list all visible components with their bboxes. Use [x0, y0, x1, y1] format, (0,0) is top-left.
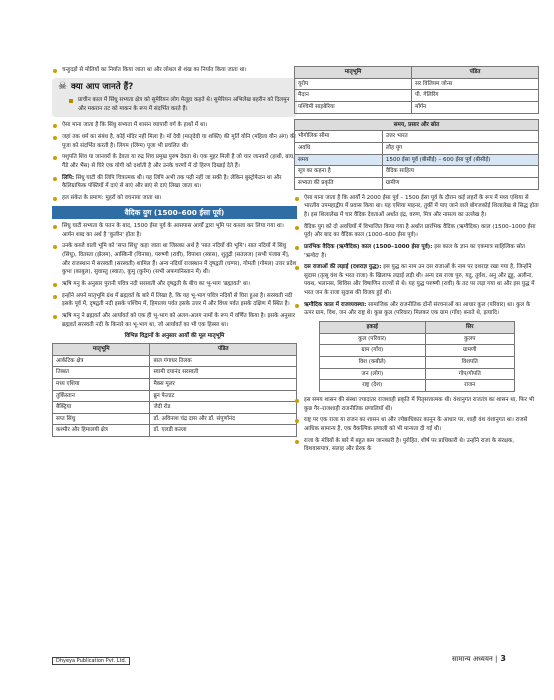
table-row — [295, 101, 539, 113]
table-cell: कुल (परिवार) — [319, 333, 426, 345]
bullet-text: ऋषि मनु ने ब्रह्मवर्त और आर्यावर्त को एक ही भू-भाग को अलग-अलग नामों के रूप में वर्णित किया है। इसके अनुसार ब्रह्मवर्त सरस्वती नदी के किनारे का भू-भाग था, जो आर्यावर्त का भी एक हिस्सा था। — [52, 312, 297, 329]
did-you-know-text: प्राचीन काल में सिंधु सभ्यता क्षेत्र को सुमेरियन लोग मेलूहा कहते थे। सुमेरियन अभिलेख बहरीन को दिलमुन और मकरान तट को माकन के रूप में संदर्भित करते हैं। — [68, 96, 291, 113]
bullet-text: सिंधु घाटी सभ्यता के पतन के बाद, 1500 ईसा पूर्व के आसपास आर्यों द्वारा भूमि पर कब्जा कर लिया गया था। आर्यन शब्द का अर्थ है 'कुलीन' होता है। — [52, 222, 297, 239]
table-row — [295, 166, 539, 178]
table-cell: जेदी रोड — [150, 402, 297, 414]
did-you-know-box — [52, 78, 297, 118]
bullet-text: इन्होंने अपने मातृभूमि ग्रंथ में ब्रह्मवर्त के बारे में लिखा है, कि यह भू-भाग पवित्र नदियों से घिरा हुआ है। सरस्वती नदी इसके पूर्व में, दृषद्वती नदी इसके पश्चिम में, हिमालय पर्वत इसके उत्तर में और विंध्य पर्वत इसके दक्षिण में स्थित है। — [52, 292, 297, 309]
table-cell: विश (कबीले) — [319, 357, 426, 369]
table-row — [295, 142, 539, 154]
bullet-text: वैदिक युग को दो अवधियों में विभाजित किया गया है अर्थात प्रारंभिक वैदिक (ऋग्वैदिक) काल (1500–1000 ईसा पूर्व) और बाद का वैदिक काल (1000–600 ईसा पूर्व)। — [294, 223, 539, 240]
table-cell: विशपति — [426, 357, 515, 369]
table-cell: पी. गेलिरिंग — [412, 90, 539, 102]
bullet-text: चन्हुदड़ो से मोतियों का निर्यात किया जाता था और लोथल से शंख का निर्यात किया जाता था। — [52, 66, 297, 75]
page-footer: सामान्य अध्ययन | 3 — [451, 654, 506, 663]
table-cell: सप्त सिंधु — [53, 413, 150, 425]
table-cell: मैक्स मूलर — [150, 378, 297, 390]
table-cell: ग्राम (गाँव) — [319, 345, 426, 357]
table-cell: मध्य एशिया — [53, 378, 150, 390]
table-row — [319, 380, 514, 392]
table-cell: वैदिक साहित्य — [382, 166, 538, 178]
bullet-text — [294, 243, 539, 260]
table-header: इकाई — [319, 322, 426, 334]
table-cell: ब्रुन फेल्डट — [150, 390, 297, 402]
table-cell: बैक्ट्रिया — [53, 402, 150, 414]
table-row — [53, 367, 297, 379]
bullet-label: दस राजाओं की लड़ाई (दशराज्ञ युद्ध): — [304, 264, 382, 271]
bullet-body: सिंधु घाटी की लिपि चित्रात्मक थी। यह लिपि अभी तक पढ़ी नहीं जा सकी है। लेकिन बुस्ट्रोफेडन था और कैलिग्राफिक पंक्तियों में दाएं से बाएं और बाएं से दाएं लिखा जाता था। — [62, 174, 282, 190]
table-cell: मॉर्गन — [412, 101, 539, 113]
table-title: समय, प्रसार और स्रोत — [295, 119, 539, 131]
table-row — [319, 357, 514, 369]
table-row — [319, 345, 514, 357]
table-row — [53, 378, 297, 390]
table-cell: बाल गंगाधर तिलक — [150, 355, 297, 367]
table-cell: अवधि — [295, 142, 383, 154]
publisher-logo: Dhyeya Publication Pvt. Ltd. — [52, 657, 130, 665]
table-row — [53, 355, 297, 367]
table-row — [295, 131, 539, 143]
right-column — [294, 66, 539, 457]
skull-icon: ☠ — [58, 81, 67, 93]
table-cell: स्वामी दयानंद सरस्वती — [150, 367, 297, 379]
bullet-text: ऐसा माना जाता है कि आर्यों ने 2000 ईसा पूर्व – 1500 ईसा पूर्व के दौरान कई लहरों के रूप में मध्य एशिया से भारतीय उपमहाद्वीप में प्रवास किया था। यह एशिया माइनर, तुर्की में पाए जाने वाले बोगजकोई शिलालेख से सिद्ध होता है। इस शिलालेख में चार वैदिक देवताओं अर्थात इंद्र, वरुण, मित्र और नासत्य का उल्लेख है। — [294, 194, 539, 220]
table-header: सिर — [426, 322, 515, 334]
table-row — [53, 402, 297, 414]
table-cell: डॉ. एलडी कल्ला — [150, 425, 297, 437]
table-cell: राष्ट्र (देश) — [319, 380, 426, 392]
bullet-text: उनके कब्जे वाली भूमि को 'सप्त सिंधु' कहा जाता था जिसका अर्थ है 'सात नदियों की भूमि'। सात नदियों में सिंधु (सिंधु), वितस्ता (झेलम), आस्किनी (चिनाब), परुष्णी (रावी), विपाशा (ब्यास), शुतुद्री (सतलज) [सभी पंजाब में], और राजस्थान में सरस्वती (सरस्वती) शामिल हैं। अन्य नदियाँ राजस्थान में दृषद्वती (घग्गर), गोमती (गोमल) उत्तर प्रदेश कुभा (काबुल), सुवास्तु (स्वात), कुमु (कुर्रम) (सभी अफगानिस्तान में) थी। — [52, 242, 297, 277]
table-cell: जन (लोग) — [319, 368, 426, 380]
table-cell: सर विलियम जोन्स — [412, 78, 539, 90]
section-heading-vedic-age: वैदिक युग (1500–600 ईसा पूर्व) — [52, 206, 297, 219]
bullet-label: प्रारंभिक वैदिक (ऋग्वैदिक) काल (1500–1000 ईसा पूर्व): — [304, 243, 433, 250]
did-you-know-header — [58, 81, 291, 94]
bullet-text: राष्ट्र पर एक राजा या राजन का शासन था और ज्येष्ठाधिकार कानून के आधार पर, शाही वंश वंशानुगत था। राजसे आधिक सामान्य है, एक वैकल्पिक प्रणाली को भी मान्यता दी गई थी। — [294, 416, 539, 433]
page-number: 3 — [500, 654, 506, 663]
table-cell: सूत्र का कहना है — [295, 166, 383, 178]
table-row — [53, 413, 297, 425]
table-cell: तिब्बत — [53, 367, 150, 379]
bullet-text: पशुपति शिव या जानवरों के देवता या रुद्र शिव प्रमुख पुरुष देवता थे। एक मुहर मिली है जो चार जानवरों (हाथी, बाघ, गैंडे और भैंस) से घिरे एक योगी को दर्शाती है और उनके चरणों में दो हिरण दिखाई देते हैं। — [52, 153, 297, 170]
homeland-table — [52, 343, 297, 437]
bullet-text: ऐसा माना जाता है कि सिंधु सभ्यता में शासन व्यापारी वर्ग के हाथों में था। — [52, 121, 297, 130]
table-header: मातृभूमि — [295, 67, 412, 79]
table-row — [295, 177, 539, 189]
table-row — [295, 154, 539, 166]
table-header: मातृभूमि — [53, 343, 150, 355]
table-cell: कश्मीर और हिमालयी क्षेत्र — [53, 425, 150, 437]
bullet-text — [294, 301, 539, 318]
table-cell: लौह युग — [382, 142, 538, 154]
polity-units-table — [319, 321, 515, 392]
table-row — [319, 368, 514, 380]
table-cell: आर्कटिक क्षेत्र — [53, 355, 150, 367]
table-cell: कुलप — [426, 333, 515, 345]
table-cell: समय — [295, 154, 383, 166]
table-cell: तुर्किस्तान — [53, 390, 150, 402]
left-column — [52, 66, 297, 437]
table-row — [53, 425, 297, 437]
table-header: पंडित — [150, 343, 297, 355]
bullet-text: जहां तक धर्म का संबंध है, कोई मंदिर नहीं मिला है। माँ देवी (मातृदेवी या शक्ति) की मूर्ति योनि (महिला यौन अंग) की पूजा को संदर्भित करती है। लिंगम (लिंग्म) पूजा भी प्रचलित थी। — [52, 133, 297, 150]
table-row — [319, 333, 514, 345]
did-you-know-title: क्या आप जानते हैं? — [70, 81, 134, 92]
table-cell: राजन — [426, 380, 515, 392]
bullet-label: लिपि: — [62, 174, 75, 181]
table-cell: मैदान — [295, 90, 412, 102]
table-cell: 1500 ईसा पूर्व (बीसीई) – 600 ईसा पूर्व (बीसीई) — [382, 154, 538, 166]
bullet-text — [52, 174, 297, 191]
table-cell: यूरोप — [295, 78, 412, 90]
bullet-label: ऋग्वैदिक काल में राजव्यवस्था: — [304, 301, 367, 308]
table-caption: विभिन्न विद्वानों के अनुसार आर्यों की मूल मातृभूमि — [124, 333, 225, 340]
homeland-table-continued — [294, 66, 539, 114]
bullet-body: इस काल के ज्ञान का एकमात्र साहित्यिक स्रोत 'ऋग्वेद' है। — [304, 243, 525, 259]
time-spread-sources-table — [294, 119, 539, 190]
bullet-text: ऋषि मनु के अनुसार पुरानी पवित्र नदी सरस्वती और दृषद्वती के बीच का भू-भाग 'ब्रह्मावर्त' था। — [52, 280, 297, 289]
table-row — [295, 90, 539, 102]
bullet-text: राजा के मंत्रियों के बारे में बहुत कम जानकारी है। पुरोहित, शीर्ष पर प्राधिकारी थे। उन्होंने राजा के संरक्षक, विशवासपात्र, सलाह और प्रेरक के — [294, 437, 539, 454]
table-cell: ग्रामणी — [426, 345, 515, 357]
bullet-text: हल संकेत के प्रमाण: मुहरों को वचनाया जाता था। — [52, 194, 297, 203]
bullet-body: सामाजिक और राजनीतिक दोनों संरचनाओं का आधार कुल (परिवार) था। कुल के ऊपर ग्राम, विश, जन और राष्ट्र थे। कुछ कुल (परिवार) मिलकर एक ग्राम (गाँव) बनाते थे, इत्यादि। — [304, 301, 531, 317]
table-cell: डॉ. अविनाश चंद्र दास और डॉ. संपूर्णानंद — [150, 413, 297, 425]
table-cell: ग्रामीण — [382, 177, 538, 189]
table-row — [295, 78, 539, 90]
table-header: पंडित — [412, 67, 539, 79]
table-row — [53, 390, 297, 402]
table-cell: उत्तर भारत — [382, 131, 538, 143]
table-cell: सभ्यता की प्रकृति — [295, 177, 383, 189]
bullet-text — [294, 263, 539, 298]
table-cell: पश्चिमी साइबेरिया — [295, 101, 412, 113]
table-cell: गोप/गोपति — [426, 368, 515, 380]
table-cell: भौगोलिक सीमा — [295, 131, 383, 143]
bullet-text: इस समय शासन की संस्था ज्यादातर राजशाही प्रकृति में पितृसत्तात्मक थी। वंशानुगत राजतंत्र का शासन था, फिर भी कुछ गैर–राजशाही राजनीतिक प्रणालियाँ थीं। — [294, 396, 539, 413]
bullet-body: इस युद्ध का नाम उन दस राजाओं के नाम पर दशराज्ञ रखा गया है, जिन्होंने सुदास (तृत्सु वंश के भरत राजा) के खिलाफ लड़ाई लड़ी थी। अन्य दस राजा पुरु, यदु, तुर्वश, अनु और द्रुहु, अलीना, पक्थ, भलानस, शिविस और विषाणिन राज्यों से थे। यह युद्ध परुष्णी (रावी) के तट पर लड़ा गया था और इस युद्ध में भरत जन के राजा सुदास की विजय हुई थी। — [304, 264, 535, 297]
section-name: सामान्य अध्ययन — [451, 655, 493, 663]
